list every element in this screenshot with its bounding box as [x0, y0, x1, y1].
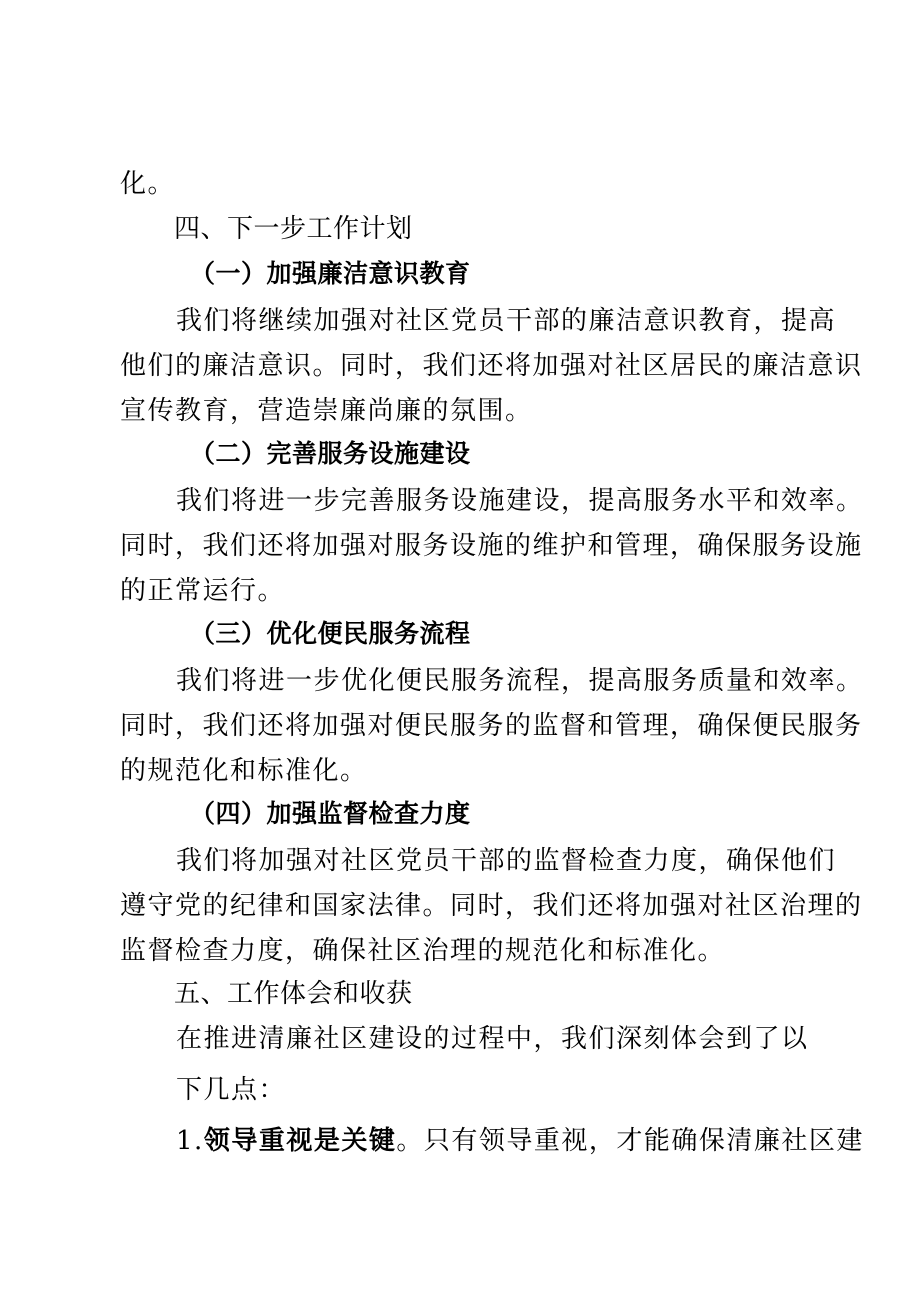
paragraph-line: 他们的廉洁意识。同时，我们还将加强对社区居民的廉洁意识 [120, 351, 863, 381]
paragraph-line: 在推进清廉社区建设的过程中，我们深刻体会到了以 [176, 1024, 809, 1054]
paragraph-line: 我们将进一步完善服务设施建设，提高服务水平和效率。 [176, 486, 864, 516]
section-heading-5: 五、工作体会和收获 [174, 979, 413, 1009]
subheading-4: （四）加强监督检查力度 [190, 799, 471, 828]
paragraph-continuation: 化。 [120, 169, 176, 199]
subheading-2: （二）完善服务设施建设 [190, 439, 471, 468]
paragraph-line: 遵守党的纪律和国家法律。同时，我们还将加强对社区治理的 [120, 891, 863, 921]
paragraph-line: 的正常运行。 [120, 576, 286, 606]
paragraph-line: 宣传教育，营造崇廉尚廉的氛围。 [120, 396, 533, 426]
paragraph-line: 我们将加强对社区党员干部的监督检查力度，确保他们 [176, 846, 837, 876]
paragraph-line: 的规范化和标准化。 [120, 756, 368, 786]
item-key-phrase: 领导重视是关键 [203, 1126, 397, 1156]
paragraph-line: 监督检查力度，确保社区治理的规范化和标准化。 [120, 936, 726, 966]
item-number: 1. [176, 1126, 204, 1156]
item-text: 。只有领导重视，才能确保清廉社区建 [396, 1126, 864, 1156]
paragraph-line: 我们将继续加强对社区党员干部的廉洁意识教育，提高 [176, 306, 837, 336]
subheading-3: （三）优化便民服务流程 [190, 619, 471, 648]
paragraph-line: 同时，我们还将加强对便民服务的监督和管理，确保便民服务 [120, 711, 863, 741]
subheading-1: （一）加强廉洁意识教育 [190, 259, 471, 288]
paragraph-line: 下几点： [176, 1075, 287, 1105]
paragraph-line: 同时，我们还将加强对服务设施的维护和管理，确保服务设施 [120, 531, 863, 561]
paragraph-line: 我们将进一步优化便民服务流程，提高服务质量和效率。 [176, 666, 864, 696]
section-heading-4: 四、下一步工作计划 [174, 214, 413, 244]
numbered-item-1 [176, 1125, 864, 1157]
